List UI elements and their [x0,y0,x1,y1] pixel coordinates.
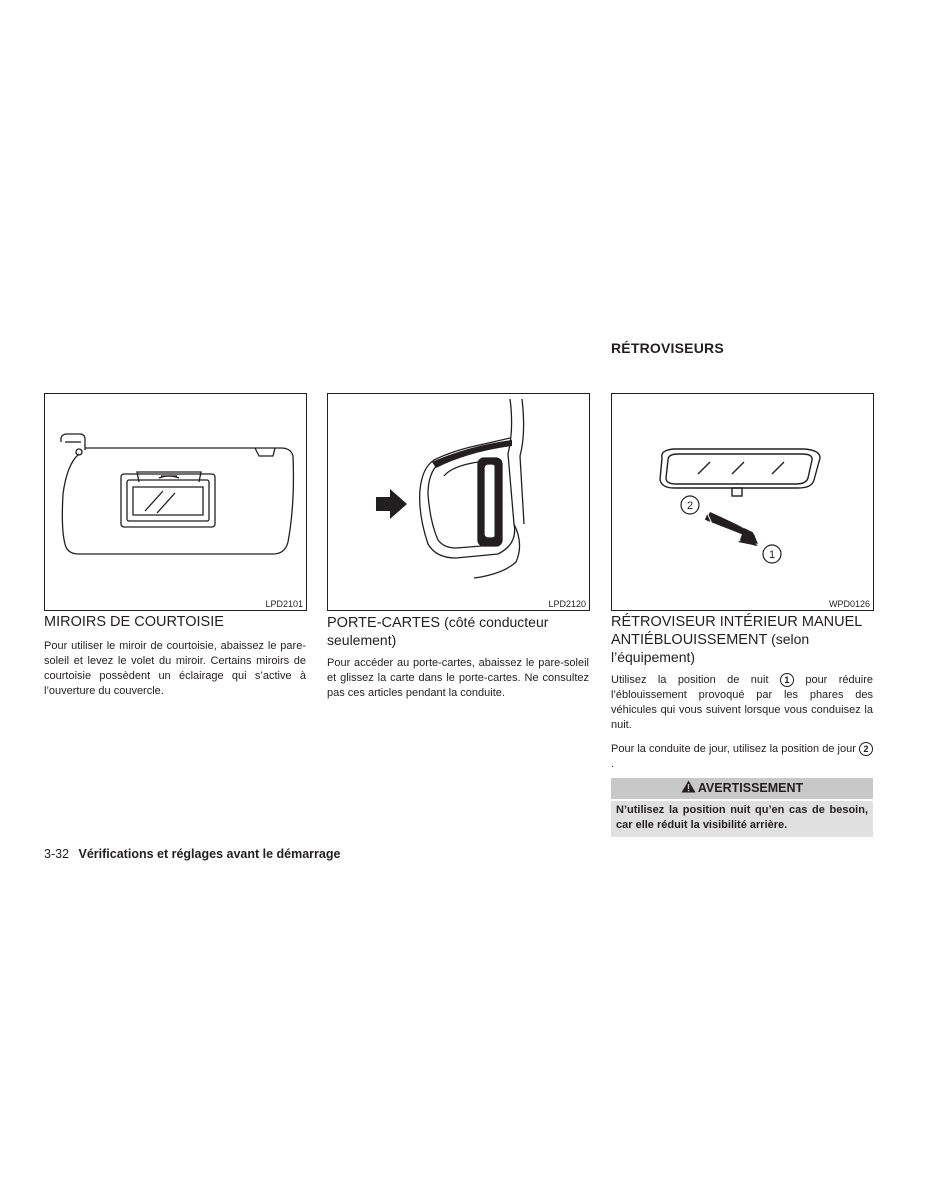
heading-main: RÉTROVISEUR INTÉRIEUR MANUEL ANTIÉBLOUISSEMENT [611,614,862,648]
callout-2-label: 2 [686,500,694,512]
body-card-holder [327,656,589,710]
paragraph: Pour accéder au porte-cartes, abaissez le pare-soleil et glissez la carte dans le porte-cartes. Ne consultez pas ces articles pendant la conduite. [327,657,589,699]
heading-main: PORTE-CARTES [327,615,441,631]
page-footer [44,847,340,861]
warning-triangle-icon [681,780,696,793]
figure-vanity-mirror [44,393,307,611]
heading-vanity-mirrors: MIROIRS DE COURTOISIE [44,614,224,630]
marker-1: 1 [780,673,794,687]
marker-2: 2 [859,742,873,756]
paragraph-night [611,673,873,733]
text: Utilisez la position de nuit [611,674,769,686]
text: Pour la conduite de jour, utilisez la position de jour [611,743,856,755]
body-vanity-mirrors [44,639,306,708]
figure-code: LPD2101 [265,599,303,609]
heading-rearview-mirror [611,614,876,667]
card-holder-arrow-icon [328,394,589,610]
text: pour réduire l’éblouissement provoqué par les phares des véhicules qui vous suivent lorsque vous conduisez la nuit. [611,674,873,731]
paragraph-day [611,742,873,772]
heading-card-holder [327,614,589,650]
paragraph: Pour utiliser le miroir de courtoisie, abaissez le pare-soleil et levez le volet du miroir. Certains miroirs de courtoisie possèdent un éclairage qui s’active à l’ouverture du couvercle. [44,640,306,697]
figure-card-holder [327,393,590,611]
warning-label: AVERTISSEMENT [697,781,804,795]
section-title: RÉTROVISEURS [611,340,724,356]
page-number: 3-32 [44,847,70,861]
figure-code: LPD2120 [548,599,586,609]
figure-code: WPD0126 [828,599,870,609]
rearview-mirror-day-night-icon [612,394,873,610]
text: . [611,758,615,770]
body-rearview-mirror [611,673,873,781]
warning-text: N’utilisez la position nuit qu’en cas de besoin, car elle réduit la visibilité arrière. [611,801,873,837]
sun-visor-vanity-mirror-icon [45,394,306,610]
warning-header [611,778,873,799]
callout-1-label: 1 [768,549,776,561]
chapter-title: Vérifications et réglages avant le démarrage [78,847,341,861]
heading-sub: (selon l’équipement) [611,631,810,665]
figure-rearview-mirror [611,393,874,611]
heading-sub: (côté conducteur seulement) [327,614,549,648]
